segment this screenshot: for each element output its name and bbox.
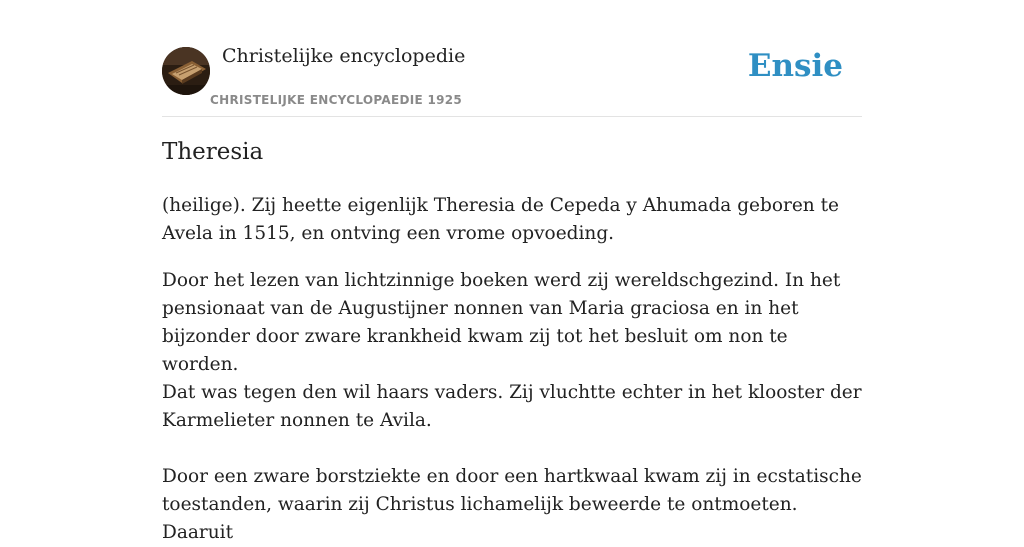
article-title: Theresia: [162, 139, 264, 165]
article-paragraph: (heilige). Zij heette eigenlijk Theresia de Cepeda y Ahumada geboren te Avela in 1515, en ontving een vrome opvoeding.: [162, 195, 839, 244]
site-subtitle[interactable]: CHRISTELIJKE ENCYCLOPAEDIE 1925: [210, 93, 463, 107]
book-image-icon: [162, 47, 210, 95]
encyclopedia-avatar[interactable]: [162, 47, 210, 95]
ensie-logo[interactable]: Ensie: [747, 48, 843, 84]
header: [162, 0, 862, 117]
article-paragraph: Dat was tegen den wil haars vaders. Zij vluchtte echter in het klooster der Karmelieter nonnen te Avila.: [162, 382, 862, 431]
page: [162, 0, 862, 543]
article-paragraph: Door het lezen van lichtzinnige boeken werd zij wereldschgezind. In het pensionaat van de Augustijner nonnen van Maria graciosa en in het bijzonder door zware krankheid kwam zij tot het besluit om non te worden.: [162, 270, 841, 375]
article-paragraph: Door een zware borstziekte en door een hartkwaal kwam zij in ecstatische toestanden, waarin zij Christus lichamelijk beweerde te ontmoeten. Daaruit: [162, 466, 862, 543]
site-title[interactable]: Christelijke encyclopedie: [222, 45, 466, 67]
